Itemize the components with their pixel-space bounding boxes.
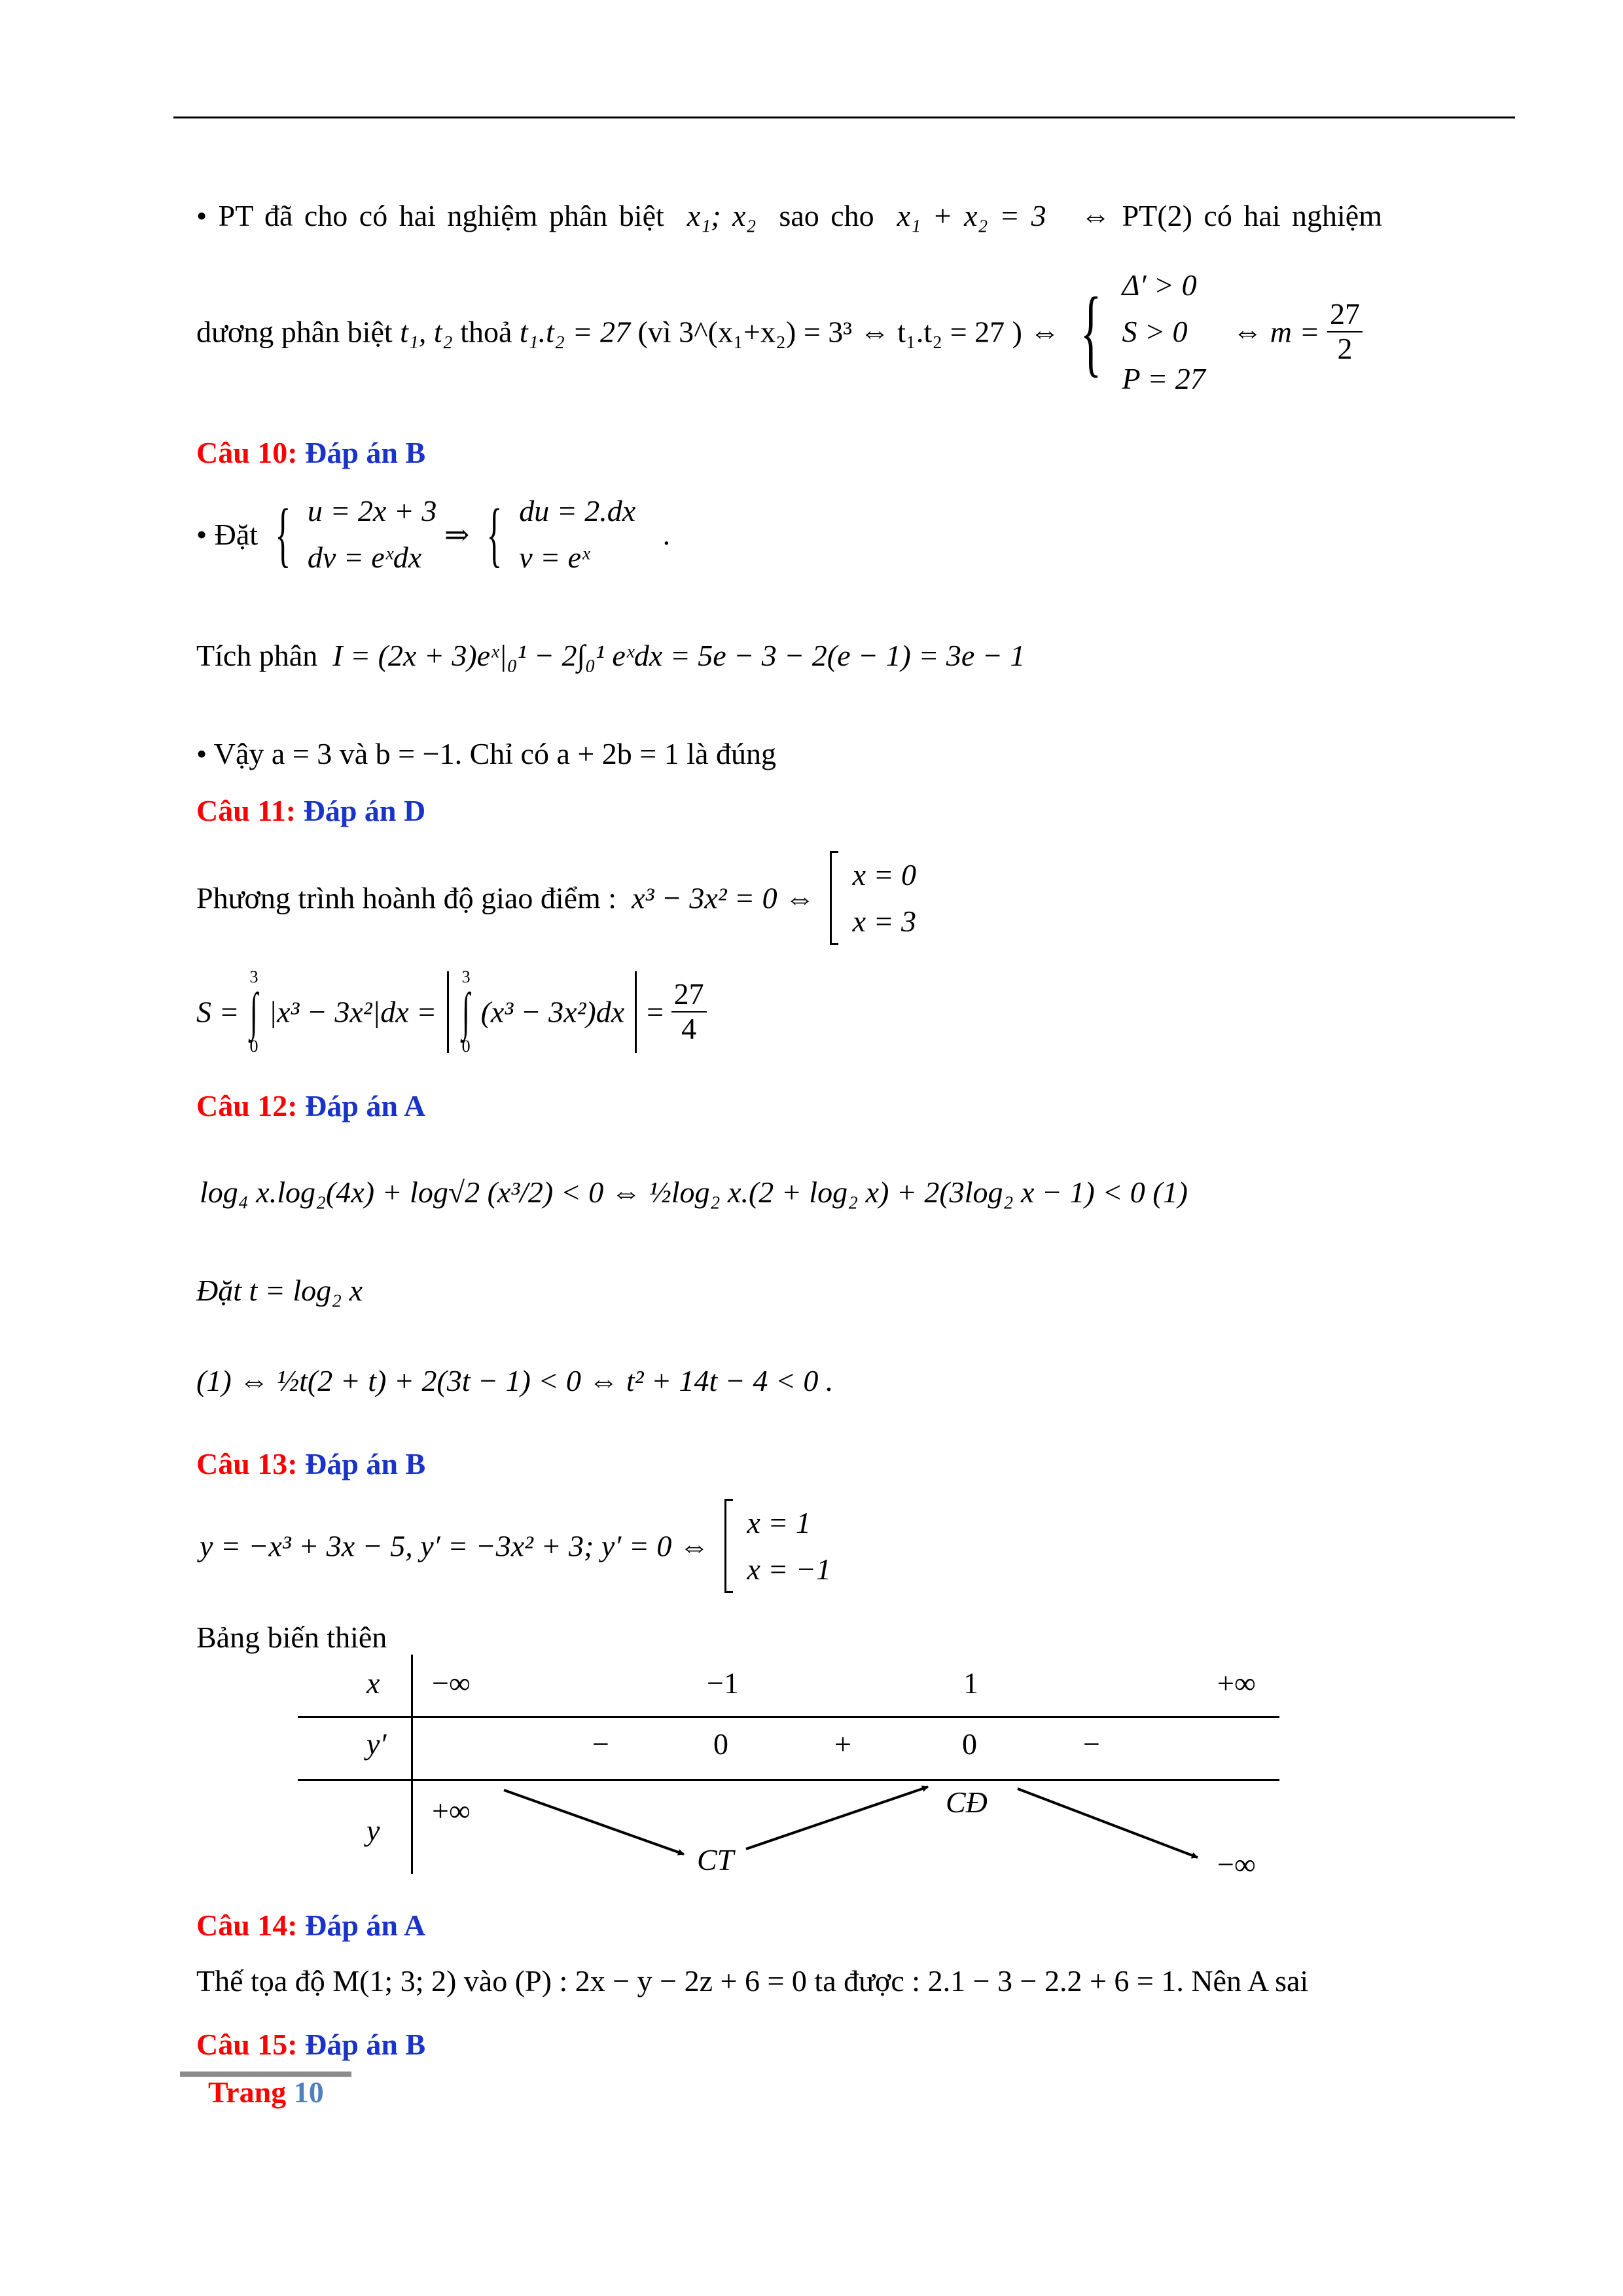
q13-heading: Câu 13: Đáp án B: [196, 1447, 426, 1480]
q11-heading: Câu 11: Đáp án D: [196, 794, 426, 827]
intro-cond-1: x₁ + x₂ = 3: [897, 199, 1046, 232]
brace-symbol: {: [486, 494, 503, 575]
x-value: −∞: [432, 1666, 471, 1700]
sign-value: 0: [713, 1727, 728, 1761]
sign-value: 0: [962, 1727, 977, 1761]
sys-line: u = 2x + 3: [307, 494, 437, 528]
row-label-x: x: [366, 1666, 380, 1700]
q14-text: Thế tọa độ M(1; 3; 2) vào (P) : 2x − y − 2z + 6 = 0 ta được : 2.1 − 3 − 2.2 + 6 = 1. Nên A sai: [196, 1964, 1309, 1998]
fraction-denominator: 2: [1337, 331, 1353, 365]
q15-heading: Câu 15: Đáp án B: [196, 2028, 426, 2061]
bullet: •: [196, 199, 207, 232]
q12-set: Đặt t = log₂ x: [196, 1274, 363, 1307]
sys-line: S > 0: [1122, 315, 1188, 349]
intro-text-1: PT đã cho có hai nghiệm phân biệt: [218, 199, 664, 232]
result-lhs: m =: [1270, 315, 1320, 349]
equiv-symbol: ⇔: [1232, 315, 1263, 349]
variation-table-label: Bảng biến thiên: [196, 1621, 387, 1654]
equiv-symbol: ⇔: [1029, 315, 1060, 349]
set-label: • Đặt: [196, 517, 259, 551]
q10-heading: Câu 10: Đáp án B: [196, 436, 426, 469]
area-abs-integrand: |x³ − 3x²|dx =: [268, 995, 437, 1029]
brace-symbol: {: [275, 494, 291, 575]
increasing-arrow: [746, 1787, 928, 1849]
decreasing-arrow: [1018, 1789, 1198, 1857]
equals-symbol: =: [647, 995, 664, 1029]
fraction-denominator: 4: [681, 1012, 697, 1045]
y-start: +∞: [432, 1794, 471, 1827]
y-end: −∞: [1217, 1848, 1256, 1881]
intro-text-2: dương phân biệt: [196, 315, 393, 349]
intro-mid-2: thoả: [460, 315, 512, 349]
intro-vars-2: t₁, t₂: [400, 315, 453, 349]
sys-line: Δ′ > 0: [1122, 268, 1197, 302]
sys-line: du = 2.dx: [519, 494, 636, 528]
x-value: 1: [963, 1666, 978, 1700]
q14-heading: Câu 14: Đáp án A: [196, 1909, 426, 1942]
equation-label: Phương trình hoành độ giao điểm :: [196, 881, 617, 915]
x-value: +∞: [1217, 1666, 1256, 1700]
root: x = 1: [747, 1505, 811, 1539]
root: x = 0: [852, 857, 917, 891]
page-number-value: 10: [293, 2075, 324, 2109]
y-minimum-label: CT: [697, 1843, 734, 1876]
period: .: [662, 517, 671, 551]
decreasing-arrow: [504, 1790, 684, 1854]
q12-inequality: log₄ x.log₂(4x) + log√2 (x³/2) < 0 ⇔ ½log₂ x.(2 + log₂ x) + 2(3log₂ x − 1) < 0 (1): [200, 1175, 1188, 1209]
root: x = 3: [852, 905, 917, 938]
sys-line: v = eˣ: [519, 541, 590, 575]
root: x = −1: [747, 1552, 831, 1586]
equation: x³ − 3x² = 0 ⇔: [632, 881, 815, 915]
sign-value: −: [592, 1727, 609, 1761]
brace-symbol: {: [1080, 277, 1102, 386]
integral-limits: 3 ∫ 0: [461, 967, 471, 1056]
area-inner-integrand: (x³ − 3x²)dx: [480, 995, 625, 1029]
row-label-y-prime: y′: [366, 1727, 387, 1761]
intro-end-1: PT(2) có hai nghiệm: [1122, 199, 1382, 232]
fraction-numerator: 27: [1327, 298, 1363, 332]
intro-paren: (vì 3^(x₁+x₂) = 3³ ⇔ t₁.t₂ = 27 ): [637, 315, 1022, 349]
derivative-equation: y = −x³ + 3x − 5, y′ = −3x² + 3; y′ = 0 ⇔: [200, 1529, 709, 1563]
page-label: Trang: [208, 2075, 287, 2109]
integral-limits: 3 ∫ 0: [249, 967, 259, 1056]
q12-heading: Câu 12: Đáp án A: [196, 1089, 426, 1122]
implies-symbol: ⇒: [444, 518, 470, 552]
intro-vars-1: x₁; x₂: [687, 199, 757, 232]
x-value: −1: [707, 1666, 739, 1700]
fraction-numerator: 27: [671, 978, 707, 1013]
q12-step: (1) ⇔ ½t(2 + t) + 2(3t − 1) < 0 ⇔ t² + 14t − 4 < 0 .: [196, 1364, 834, 1397]
sign-value: +: [834, 1727, 851, 1761]
equiv-symbol: ⇔: [1080, 199, 1111, 232]
integral-expression: I = (2x + 3)eˣ|₀¹ − 2∫₀¹ eˣdx = 5e − 3 − 2(e − 1) = 3e − 1: [332, 639, 1026, 672]
intro-cond-2: t₁.t₂ = 27: [519, 315, 630, 349]
page-number: [208, 2075, 324, 2109]
sign-value: −: [1083, 1727, 1100, 1761]
intro-mid-1: sao cho: [779, 199, 874, 232]
y-maximum-label: CĐ: [946, 1785, 988, 1819]
sys-line: dv = eˣdx: [307, 541, 422, 575]
area-lhs: S =: [196, 995, 240, 1029]
integral-label: Tích phân: [196, 639, 318, 672]
q10-conclusion: • Vậy a = 3 và b = −1. Chỉ có a + 2b = 1 là đúng: [196, 737, 776, 770]
sys-line: P = 27: [1122, 361, 1205, 395]
row-label-y: y: [366, 1814, 380, 1847]
